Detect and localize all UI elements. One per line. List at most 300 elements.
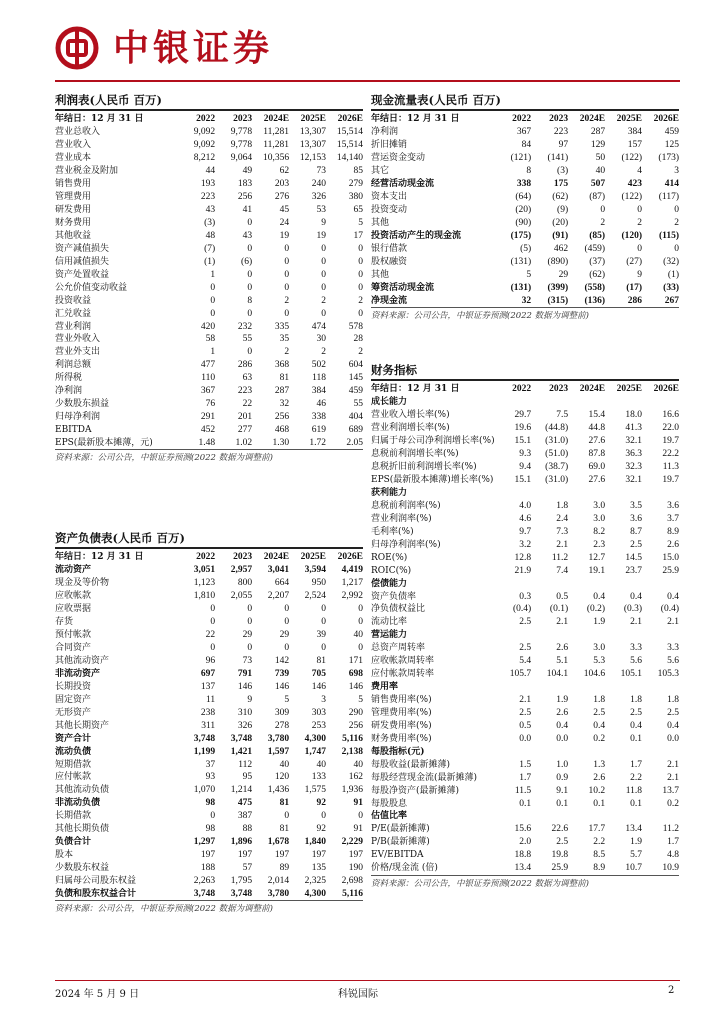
row-label: 营业利润 <box>55 321 92 332</box>
table-row <box>371 797 679 810</box>
row-value: 276 <box>274 192 290 203</box>
row-value: (399) <box>547 282 569 293</box>
row-label: 总资产周转率 <box>371 643 426 654</box>
row-value <box>531 681 568 694</box>
row-value: (38.7) <box>545 462 569 473</box>
row-value: 15.0 <box>662 552 679 563</box>
table-row <box>371 204 679 217</box>
row-value: (173) <box>658 153 679 164</box>
row-value: 0 <box>674 243 679 254</box>
row-label: 其他长期资产 <box>55 720 110 731</box>
column-header-year: 2024E <box>579 113 606 124</box>
row-value: 1 <box>210 347 216 358</box>
row-value: 4,300 <box>304 888 327 899</box>
row-value: 48 <box>205 230 216 241</box>
table-row <box>55 126 363 139</box>
row-value <box>642 745 679 758</box>
row-value: 2,014 <box>267 875 290 886</box>
row-value: 2 <box>358 347 363 358</box>
row-value: 105.7 <box>509 669 532 680</box>
table-row <box>55 320 363 333</box>
row-value: 24 <box>279 218 290 229</box>
row-label: 每股指标(元) <box>371 746 425 757</box>
row-value: 0 <box>284 308 290 319</box>
row-value: 604 <box>348 360 363 371</box>
table-row <box>371 461 679 474</box>
row-value: 3.3 <box>667 643 679 654</box>
row-value: (0.3) <box>623 604 643 615</box>
column-header-year: 2022 <box>196 551 216 562</box>
row-value: 125 <box>664 140 679 151</box>
row-value: 2 <box>600 218 606 229</box>
row-label: 营业总收入 <box>55 127 101 138</box>
balance-source: 资料来源：公司公告，中银证券预测(2022 数据为调整前) <box>55 904 273 915</box>
row-value <box>494 396 531 409</box>
row-value: 32.1 <box>625 475 643 486</box>
row-value: 2.5 <box>519 643 532 654</box>
row-value: 0 <box>358 643 363 654</box>
row-value: 0 <box>247 269 253 280</box>
row-value: 30 <box>316 334 327 345</box>
row-value: 19.7 <box>662 436 679 447</box>
row-value: 44 <box>205 166 216 177</box>
balance-title: 资产负债表(人民币 百万) <box>55 531 185 545</box>
row-value: 14.5 <box>625 552 643 563</box>
row-label: 净负债权益比 <box>371 604 426 615</box>
row-label: 研发费用 <box>55 205 92 216</box>
row-value: 310 <box>237 707 253 718</box>
table-row <box>55 359 363 372</box>
row-value: 40 <box>595 166 606 177</box>
row-value: 2.2 <box>630 772 643 783</box>
row-label: 毛利率(%) <box>371 526 414 537</box>
row-value: 5.7 <box>630 850 643 861</box>
row-value: 0.5 <box>556 591 569 602</box>
row-label: 合同资产 <box>55 643 92 654</box>
row-value: 49 <box>242 166 253 177</box>
row-value: 2.5 <box>667 707 679 718</box>
row-value: 0 <box>358 617 363 628</box>
row-value: 18.8 <box>514 850 532 861</box>
row-label: 非流动负债 <box>55 798 101 809</box>
row-value: 0.0 <box>519 733 532 744</box>
table-row <box>55 823 363 836</box>
row-value: 1.8 <box>556 500 569 511</box>
row-label: 其它 <box>371 166 390 177</box>
table-row <box>55 616 363 629</box>
row-value: 0.4 <box>556 720 569 731</box>
row-value: (131) <box>510 256 532 267</box>
row-value: 0 <box>247 347 253 358</box>
table-row <box>55 242 363 255</box>
row-value: 3,748 <box>230 733 253 744</box>
row-value <box>605 487 642 500</box>
row-value: 1,217 <box>341 578 363 589</box>
row-value: 0 <box>247 643 253 654</box>
row-value: 0 <box>358 243 363 254</box>
column-header-year: 2025E <box>616 113 643 124</box>
table-row <box>371 771 679 784</box>
row-value <box>494 745 531 758</box>
row-value: 193 <box>200 179 216 190</box>
table-row <box>371 551 679 564</box>
row-value: 0 <box>321 811 327 822</box>
row-value: 7.4 <box>556 565 569 576</box>
table-row <box>55 333 363 346</box>
section-row <box>371 577 679 590</box>
table-row <box>371 707 679 720</box>
row-value: 27.6 <box>588 475 606 486</box>
row-value: 1.7 <box>667 837 679 848</box>
row-value: (62) <box>552 192 569 203</box>
row-value: 104.6 <box>583 669 606 680</box>
table-header-row <box>371 381 679 396</box>
row-value: 423 <box>627 179 643 190</box>
row-value: 112 <box>238 759 253 770</box>
row-label: 短期借款 <box>55 759 92 770</box>
row-label: 其他 <box>371 269 390 280</box>
row-value: (17) <box>626 282 643 293</box>
row-label: 归母净利润率(%) <box>371 539 441 550</box>
row-value: 0 <box>247 218 253 229</box>
row-value: 73 <box>242 656 253 667</box>
row-value: 81 <box>279 373 290 384</box>
table-row <box>371 139 679 152</box>
row-value: 380 <box>348 192 363 203</box>
row-value: 232 <box>237 321 253 332</box>
row-value: 1.9 <box>556 695 569 706</box>
row-value: 0 <box>210 282 216 293</box>
row-value: 0 <box>358 282 363 293</box>
row-value: 1,123 <box>193 578 216 589</box>
row-value: 223 <box>237 386 253 397</box>
column-header-year: 2026E <box>653 113 679 124</box>
table-row <box>371 512 679 525</box>
row-value: 1,070 <box>193 785 216 796</box>
table-row <box>371 694 679 707</box>
row-value: 367 <box>516 127 532 138</box>
column-header-year: 2025E <box>616 383 643 394</box>
row-value: 43 <box>242 230 253 241</box>
row-value: 1,199 <box>193 746 216 757</box>
row-label: 公允价值变动收益 <box>55 282 128 293</box>
section-row <box>371 681 679 694</box>
row-value: 1,421 <box>230 746 253 757</box>
table-row <box>55 887 363 900</box>
row-value: 0 <box>358 604 363 615</box>
section-row <box>371 396 679 409</box>
row-value: 0.1 <box>630 733 643 744</box>
row-value: 290 <box>348 707 363 718</box>
section-row <box>371 629 679 642</box>
row-value <box>531 629 568 642</box>
row-value: 2 <box>358 295 363 306</box>
row-value: 8.9 <box>667 526 679 537</box>
row-label: 利润总额 <box>55 360 92 371</box>
row-value: 3,780 <box>267 888 290 899</box>
row-value: 5.1 <box>556 656 569 667</box>
row-value <box>568 629 605 642</box>
table-row <box>371 435 679 448</box>
row-value: 22 <box>205 630 216 641</box>
row-value: (121) <box>510 153 532 164</box>
row-value <box>642 577 679 590</box>
income-source: 资料来源：公司公告，中银证券预测(2022 数据为调整前) <box>55 453 273 464</box>
row-value: 223 <box>553 127 569 138</box>
row-value: 0 <box>321 643 327 654</box>
table-row <box>55 603 363 616</box>
column-header-year: 2022 <box>512 383 532 394</box>
row-label: 资本支出 <box>371 192 408 203</box>
row-value: 2.1 <box>667 772 679 783</box>
row-value: 3.7 <box>667 513 679 524</box>
row-label: 营运资金变动 <box>371 153 426 164</box>
row-value: 0.3 <box>519 591 532 602</box>
row-label: 归属于母公司净利润增长率(%) <box>371 436 495 447</box>
row-value: 4.6 <box>519 513 532 524</box>
table-row <box>55 706 363 719</box>
row-value: 791 <box>237 668 253 679</box>
row-value: 0 <box>321 282 327 293</box>
row-value: 311 <box>201 720 216 731</box>
column-header-year: 2024E <box>263 551 290 562</box>
row-value: 1,436 <box>267 785 290 796</box>
row-value <box>605 810 642 823</box>
table-row <box>371 849 679 862</box>
row-value: 69.0 <box>588 462 606 473</box>
row-value: 335 <box>274 321 290 332</box>
row-value: 105.1 <box>620 669 643 680</box>
row-value: 477 <box>200 360 216 371</box>
row-value: 303 <box>311 707 327 718</box>
balance-panel <box>55 530 363 917</box>
row-value: 45 <box>279 205 290 216</box>
row-value <box>568 810 605 823</box>
row-value: (64) <box>515 192 532 203</box>
row-value <box>605 629 642 642</box>
row-value: 15.1 <box>514 475 532 486</box>
row-value: 0 <box>284 282 290 293</box>
row-value: 15.6 <box>514 824 532 835</box>
table-row <box>371 448 679 461</box>
row-value: 110 <box>201 373 216 384</box>
row-value: 22.2 <box>662 449 679 460</box>
row-value: 1.5 <box>519 759 532 770</box>
row-value: 2.0 <box>519 837 532 848</box>
row-value: 279 <box>348 179 363 190</box>
row-value: 9.7 <box>519 526 532 537</box>
row-value: 81 <box>279 798 290 809</box>
row-value: (890) <box>547 256 569 267</box>
row-value: 2 <box>284 347 290 358</box>
row-value: 800 <box>237 578 253 589</box>
row-value: 0.0 <box>556 733 569 744</box>
row-value: 105.3 <box>657 669 679 680</box>
row-value: 201 <box>237 412 253 423</box>
row-label: 成长能力 <box>371 397 408 408</box>
row-value: (87) <box>589 192 606 203</box>
row-value: 5,116 <box>342 733 363 744</box>
row-value: 15.1 <box>514 436 532 447</box>
row-label: ROIC(%) <box>371 565 412 576</box>
table-row <box>371 525 679 538</box>
row-value: 197 <box>200 850 216 861</box>
row-value: 7.3 <box>556 526 569 537</box>
row-value: 0 <box>210 617 216 628</box>
row-value: 55 <box>353 399 363 410</box>
row-label: 资产合计 <box>55 733 92 744</box>
row-value: (0.1) <box>549 604 569 615</box>
row-label: 其他长期负债 <box>55 824 110 835</box>
row-value: 98 <box>205 798 216 809</box>
row-value: 0.0 <box>667 733 679 744</box>
row-label: 营业外支出 <box>55 347 101 358</box>
row-label: 其他 <box>371 218 390 229</box>
row-value: 338 <box>516 179 532 190</box>
row-value: 146 <box>348 681 363 692</box>
row-value: 0 <box>284 243 290 254</box>
row-value: 41.3 <box>625 423 643 434</box>
table-row <box>55 307 363 320</box>
cashflow-table <box>371 111 679 307</box>
row-value: (44.8) <box>545 423 569 434</box>
row-value: 1 <box>210 269 216 280</box>
row-value: 2,698 <box>341 875 363 886</box>
row-value: 2,325 <box>304 875 327 886</box>
row-value: 2.1 <box>630 617 643 628</box>
row-label: 其他流动资产 <box>55 656 110 667</box>
row-value: 32.3 <box>625 462 643 473</box>
table-row <box>371 294 679 307</box>
row-value: 13.7 <box>662 785 679 796</box>
ratios-source: 资料来源：公司公告，中银证券预测(2022 数据为调整前) <box>371 878 589 889</box>
row-value: 0 <box>321 243 327 254</box>
table-row <box>371 281 679 294</box>
row-value: 2 <box>284 295 290 306</box>
row-value: (115) <box>658 230 679 241</box>
row-value: 2,992 <box>341 591 363 602</box>
row-value <box>642 810 679 823</box>
column-header-year: 2024E <box>263 113 290 124</box>
row-value: 81 <box>316 656 327 667</box>
row-label: 销售费用率(%) <box>371 695 432 706</box>
row-value: (117) <box>658 192 679 203</box>
row-value: (31.0) <box>545 475 569 486</box>
row-value: 2.3 <box>593 539 606 550</box>
row-value: 9,092 <box>193 140 216 151</box>
row-value: 240 <box>311 179 327 190</box>
row-value: 0 <box>247 282 253 293</box>
row-value: 0 <box>247 604 253 615</box>
row-value: (459) <box>584 243 606 254</box>
row-value: 368 <box>274 360 290 371</box>
row-value: 0 <box>674 205 679 216</box>
cashflow-source: 资料来源：公司公告，中银证券预测(2022 数据为调整前) <box>371 311 589 322</box>
row-value: 25.9 <box>551 863 569 874</box>
table-row <box>55 165 363 178</box>
row-value: 326 <box>311 192 327 203</box>
row-label: EPS(最新股本摊薄，元) <box>55 437 153 448</box>
row-value: 92 <box>316 798 327 809</box>
row-value: 3,594 <box>304 565 327 576</box>
row-value: 0 <box>210 643 216 654</box>
row-label: 流动负债 <box>55 746 92 757</box>
row-value: 1.72 <box>309 437 327 448</box>
table-row <box>55 875 363 888</box>
row-label: 少数股东权益 <box>55 863 110 874</box>
row-value: 2.4 <box>556 513 569 524</box>
row-value: 2,957 <box>230 565 253 576</box>
row-value: 190 <box>348 863 363 874</box>
row-value: 11 <box>206 694 216 705</box>
row-label: 所得税 <box>55 373 83 384</box>
row-label: 净利润 <box>55 386 83 397</box>
row-label: 管理费用 <box>55 192 92 203</box>
row-value: 8.2 <box>593 526 606 537</box>
row-label: 营业利润率(%) <box>371 513 432 524</box>
row-value: 4,300 <box>304 733 327 744</box>
column-header-year: 2026E <box>653 383 679 394</box>
row-value: (136) <box>584 295 606 306</box>
row-value: 2 <box>321 295 327 306</box>
row-value: 1,678 <box>267 837 290 848</box>
row-value: 129 <box>590 140 606 151</box>
row-label: 估值比率 <box>371 811 408 822</box>
row-value: 171 <box>348 656 363 667</box>
row-value <box>531 396 568 409</box>
row-label: EPS(最新股本摊薄)增长率(%) <box>371 475 494 486</box>
row-value: 8.7 <box>630 526 643 537</box>
row-value <box>531 577 568 590</box>
ratios-table <box>371 381 679 875</box>
row-value: 3.6 <box>630 513 643 524</box>
row-value: 2.6 <box>556 643 569 654</box>
row-value: 29 <box>279 630 290 641</box>
row-value: 1,575 <box>304 785 327 796</box>
section-row <box>371 745 679 758</box>
table-row <box>371 836 679 849</box>
row-value: 146 <box>274 681 290 692</box>
table-row <box>371 474 679 487</box>
row-label: 营运能力 <box>371 630 408 641</box>
row-label: 无形资产 <box>55 707 92 718</box>
row-label: 息税折旧前利润增长率(%) <box>371 462 477 473</box>
row-label: 负债和股东权益合计 <box>55 888 137 899</box>
row-label: 财务费用 <box>55 218 92 229</box>
row-value: 63 <box>242 373 253 384</box>
row-value: 0 <box>284 643 290 654</box>
row-value: 19.7 <box>662 475 679 486</box>
row-value: 32 <box>521 295 532 306</box>
row-value <box>531 810 568 823</box>
row-value: 1.7 <box>519 772 532 783</box>
row-value: 2,524 <box>304 591 327 602</box>
row-value: 2.5 <box>630 539 643 550</box>
row-value: 13.4 <box>625 824 643 835</box>
footer-company: 科锐国际 <box>338 989 378 1000</box>
row-value: (122) <box>621 192 643 203</box>
table-row <box>55 294 363 307</box>
row-value: 15,514 <box>336 127 363 138</box>
table-row <box>371 758 679 771</box>
row-value: 2.2 <box>593 837 606 848</box>
table-row <box>371 255 679 268</box>
row-value: 43 <box>205 205 216 216</box>
row-value: 28 <box>353 334 363 345</box>
row-value: 175 <box>553 179 569 190</box>
row-value: 2.6 <box>593 772 606 783</box>
row-label: 资产负债率 <box>371 591 417 602</box>
